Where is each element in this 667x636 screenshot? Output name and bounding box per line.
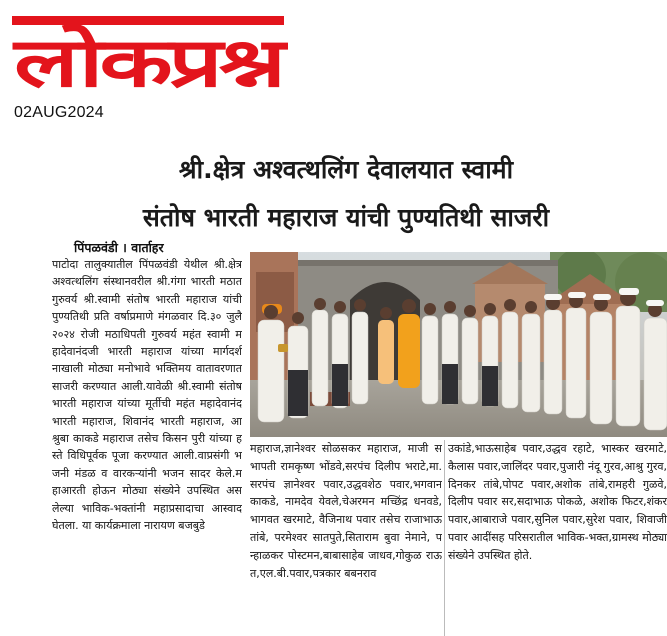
- publication-date: 02AUG2024: [14, 104, 104, 121]
- article-byline: पिंपळवंडी । वार्ताहर: [74, 240, 164, 255]
- event-photo: [250, 252, 667, 437]
- article-column-2: महाराज,ज्ञानेश्वर सोळसकर महाराज, माजी सभापती रामकृष्ण भोंडवे,सरपंच दिलीप भराटे,मा.सरपंच ज्ञानेश्वर पवार,उद्धवशेठ पवार,भगवान काकडे, नामदेव येवले,चेअरमन मच्छिंद्र धनवडे,भागवत खरमाटे, वैजिनाथ पवार तसेच राजाभाऊ तांबे, परमेश्वर सातपुते,सिताराम बुवा नेमाने, पन्हाळकर पोस्टमन,बाबासाहेब जाधव,गोकुळ राऊत,एल.बी.पवार,पत्रकार बबनराव: [250, 442, 442, 580]
- masthead-logo-graphic: [8, 4, 288, 104]
- masthead-title: लोकप्रश्न: [11, 24, 288, 103]
- group-photo-illustration: [250, 252, 667, 437]
- newspaper-masthead-logo: [8, 4, 288, 104]
- headline-line-2: संतोष भारती महाराज यांची पुण्यतिथी साजरी: [142, 203, 550, 232]
- column-divider: [444, 440, 445, 636]
- article-column-3: उकांडे,भाऊसाहेब पवार,उद्धव रहाटे, भास्कर खरमाटे,कैलास पवार,जालिंदर पवार,पुजारी नंदू गुरव,आश्रु गुरव,दिनकर तांबे,पोपट पवार,अशोक तांबे,रामहरी गुळवे, दिलीप पवार सर,सदाभाऊ पोकळे, अशोक फिटर,शंकर पवार,आबाराजे पवार,सुनिल पवार,सुरेश पवार, शिवाजी पवार आदींसह परिसरातील भाविक-भक्त,ग्रामस्थ मोठ्या संख्येने उपस्थित होते.: [448, 442, 667, 562]
- article-column-1: पाटोदा तालुक्यातील पिंपळवंडी येथील श्री.क्षेत्र अश्वत्थलिंग संस्थानवरील श्री.गंगा भारती मठात गुरुवर्य श्री.स्वामी संतोष भारती महाराज यांची पुण्यतिथी प्रति वर्षाप्रमाणे मंगळवार दि.३० जुलै २०२४ रोजी मठाधिपती गुरुवर्य महंत स्वामी महादेवानंदजी भारती महाराज यांच्या मार्गदर्शनाखाली मोठ्या मनोभावे भक्तिमय वातावरणात साजरी करण्यात आली.यावेळी श्री.स्वामी संतोष भारती महाराज यांच्या मूर्तीची महंत महादेवानंद भारती महाराज, शिवानंद भारती महाराज, आश्रुबा काकडे महाराज तसेच किसन पुरी यांच्या हस्ते विधिपूर्वक पूजा करण्यात आली.वाप्रसंगी भजनी मंडळ व वारकऱ्यांनी भजन सादर केले.महाआरती होऊन मोठ्या संख्येने उपस्थित असलेल्या भाविक-भक्तांनी महाप्रसादाचा आस्वाद घेतला. या कार्यक्रमाला नारायण बजबुडे: [52, 258, 242, 533]
- headline-line-1: श्री.क्षेत्र अश्वत्थलिंग देवालयात स्वामी: [178, 155, 514, 184]
- article-headline: [28, 146, 664, 242]
